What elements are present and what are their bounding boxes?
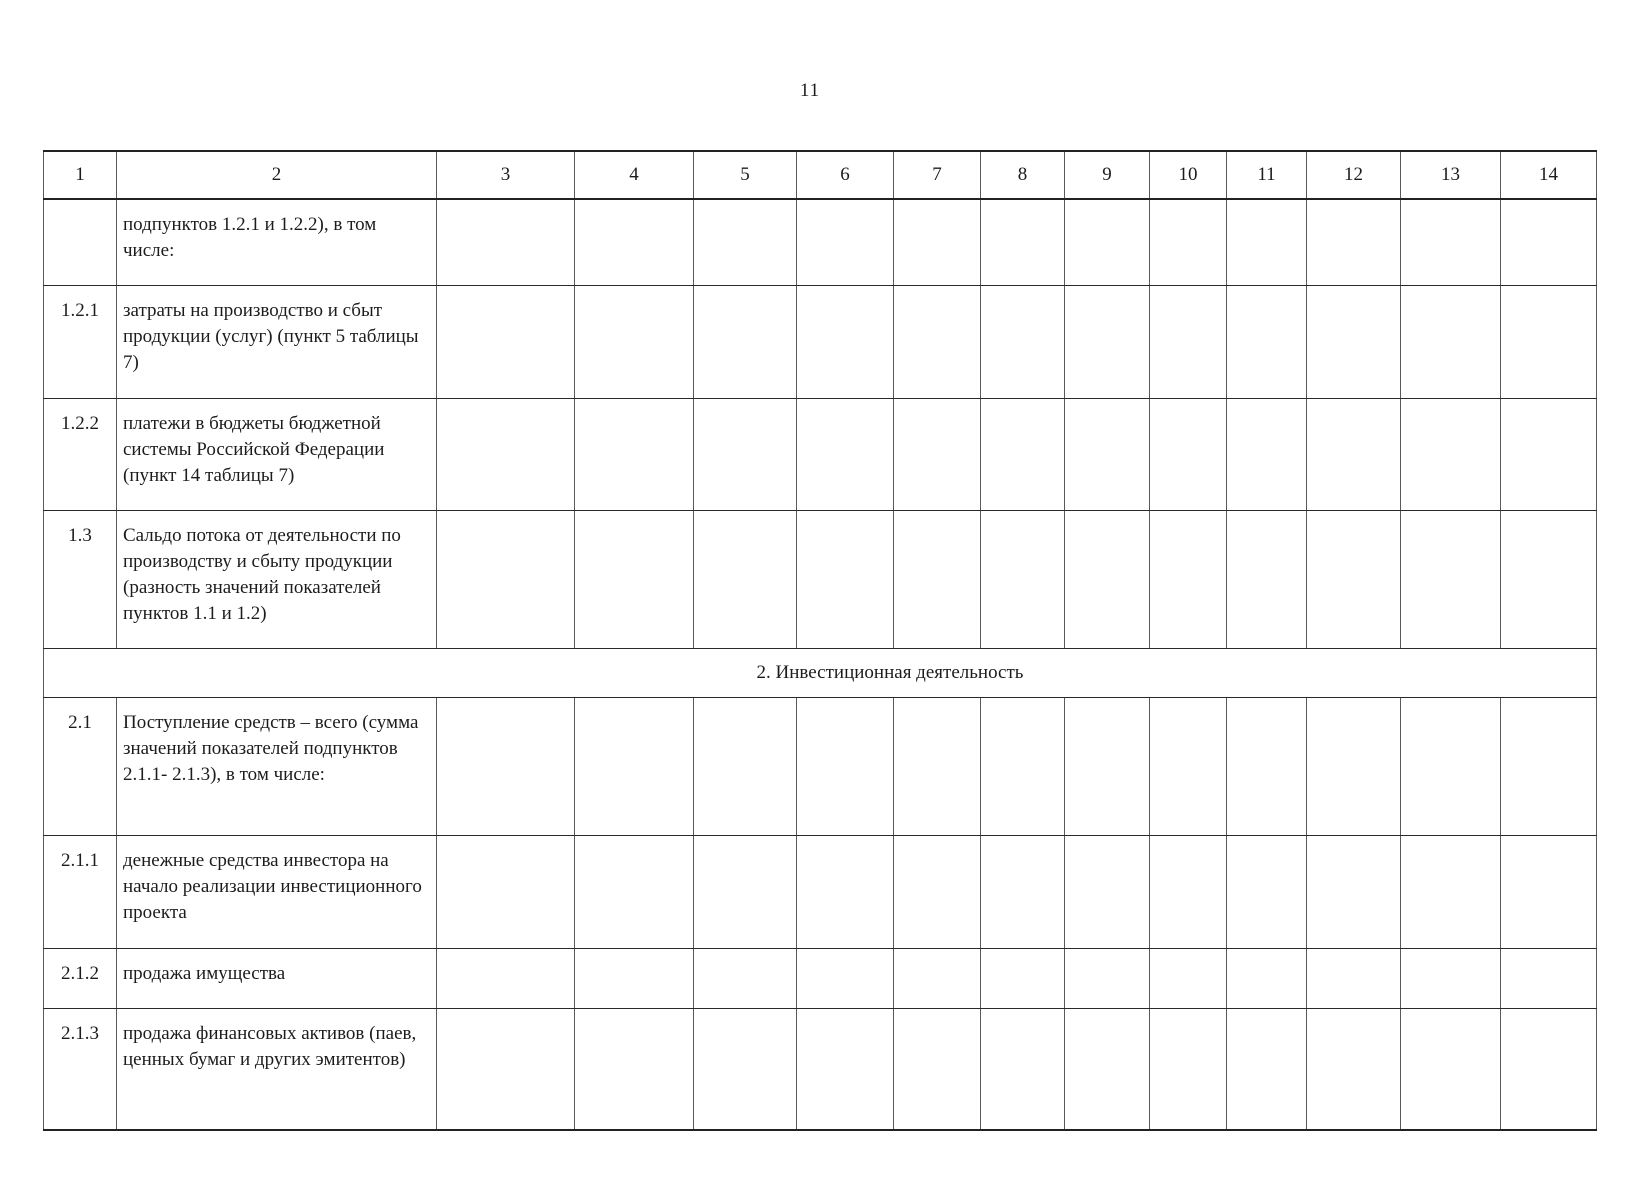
row-description: продажа финансовых активов (паев, ценных бумаг и других эмитентов): [117, 1009, 437, 1131]
data-cell: [894, 511, 981, 649]
data-cell: [894, 698, 981, 836]
row-description: Поступление средств – всего (сумма значений показателей подпунктов 2.1.1- 2.1.3), в том числе:: [117, 698, 437, 836]
data-cell: [437, 949, 575, 1009]
row-description: подпунктов 1.2.1 и 1.2.2), в том числе:: [117, 199, 437, 286]
data-cell: [1307, 836, 1401, 949]
data-cell: [1401, 199, 1501, 286]
table-row: [44, 698, 1597, 836]
row-number: 1.3: [44, 511, 117, 649]
data-cell: [1307, 1009, 1401, 1131]
data-cell: [894, 199, 981, 286]
table-row: [44, 836, 1597, 949]
data-cell: [575, 949, 694, 1009]
data-cell: [575, 1009, 694, 1131]
data-cell: [981, 399, 1065, 511]
data-cell: [797, 1009, 894, 1131]
data-cell: [694, 836, 797, 949]
row-number: 2.1.2: [44, 949, 117, 1009]
column-header: 13: [1401, 151, 1501, 199]
data-cell: [1150, 836, 1227, 949]
data-cell: [1501, 399, 1597, 511]
data-cell: [1065, 511, 1150, 649]
data-cell: [1150, 199, 1227, 286]
data-cell: [694, 511, 797, 649]
data-cell: [1401, 511, 1501, 649]
section-title: 2. Инвестиционная деятельность: [44, 649, 1597, 698]
data-cell: [1501, 698, 1597, 836]
data-cell: [575, 511, 694, 649]
data-cell: [1150, 511, 1227, 649]
table-header-row: [44, 151, 1597, 199]
data-cell: [1227, 511, 1307, 649]
data-cell: [575, 698, 694, 836]
data-cell: [797, 949, 894, 1009]
data-cell: [437, 836, 575, 949]
table-row: [44, 1009, 1597, 1131]
data-cell: [437, 511, 575, 649]
data-cell: [437, 286, 575, 399]
column-header: 4: [575, 151, 694, 199]
data-cell: [437, 199, 575, 286]
data-cell: [437, 698, 575, 836]
row-number: 2.1.3: [44, 1009, 117, 1131]
data-cell: [575, 286, 694, 399]
column-header: 3: [437, 151, 575, 199]
data-cell: [1227, 286, 1307, 399]
column-header: 6: [797, 151, 894, 199]
data-cell: [1307, 399, 1401, 511]
data-cell: [575, 836, 694, 949]
data-cell: [1065, 399, 1150, 511]
data-cell: [1150, 399, 1227, 511]
data-cell: [1065, 1009, 1150, 1131]
column-header: 7: [894, 151, 981, 199]
column-header: 11: [1227, 151, 1307, 199]
data-cell: [575, 199, 694, 286]
table-row: [44, 286, 1597, 399]
data-cell: [1150, 1009, 1227, 1131]
data-cell: [1065, 286, 1150, 399]
data-cell: [1501, 511, 1597, 649]
data-cell: [981, 836, 1065, 949]
row-number: 2.1: [44, 698, 117, 836]
row-number: 1.2.2: [44, 399, 117, 511]
data-cell: [1501, 199, 1597, 286]
column-header: 14: [1501, 151, 1597, 199]
data-cell: [981, 1009, 1065, 1131]
column-header: 9: [1065, 151, 1150, 199]
data-cell: [437, 1009, 575, 1131]
data-cell: [1150, 698, 1227, 836]
data-cell: [1501, 949, 1597, 1009]
data-cell: [981, 199, 1065, 286]
data-cell: [1065, 836, 1150, 949]
data-cell: [981, 698, 1065, 836]
data-cell: [894, 949, 981, 1009]
data-cell: [1150, 286, 1227, 399]
row-description: Сальдо потока от деятельности по производству и сбыту продукции (разность значений показателей пунктов 1.1 и 1.2): [117, 511, 437, 649]
data-cell: [797, 698, 894, 836]
data-cell: [1307, 511, 1401, 649]
section-header-row: [44, 649, 1597, 698]
data-cell: [1401, 836, 1501, 949]
data-cell: [1227, 949, 1307, 1009]
data-cell: [1227, 199, 1307, 286]
data-cell: [1401, 399, 1501, 511]
data-cell: [797, 399, 894, 511]
row-description: продажа имущества: [117, 949, 437, 1009]
data-cell: [981, 949, 1065, 1009]
data-cell: [894, 286, 981, 399]
row-number: 1.2.1: [44, 286, 117, 399]
data-cell: [1501, 836, 1597, 949]
data-cell: [1227, 836, 1307, 949]
column-header: 1: [44, 151, 117, 199]
data-cell: [1401, 286, 1501, 399]
column-header: 12: [1307, 151, 1401, 199]
data-cell: [797, 511, 894, 649]
page-number: 11: [799, 80, 821, 101]
data-cell: [1150, 949, 1227, 1009]
data-cell: [694, 949, 797, 1009]
row-description: денежные средства инвестора на начало реализации инвестиционного проекта: [117, 836, 437, 949]
data-cell: [694, 399, 797, 511]
data-cell: [1501, 286, 1597, 399]
data-cell: [1227, 698, 1307, 836]
table-row: [44, 199, 1597, 286]
table-row: [44, 949, 1597, 1009]
data-cell: [1401, 1009, 1501, 1131]
row-description: платежи в бюджеты бюджетной системы Российской Федерации (пункт 14 таблицы 7): [117, 399, 437, 511]
column-header: 5: [694, 151, 797, 199]
data-cell: [1307, 199, 1401, 286]
data-cell: [1227, 1009, 1307, 1131]
data-cell: [1501, 1009, 1597, 1131]
data-cell: [1401, 698, 1501, 836]
cash-flow-table: [43, 150, 1597, 1131]
table-row: [44, 399, 1597, 511]
data-cell: [1307, 949, 1401, 1009]
data-cell: [1307, 698, 1401, 836]
column-header: 2: [117, 151, 437, 199]
table-row: [44, 511, 1597, 649]
data-cell: [981, 286, 1065, 399]
column-header: 8: [981, 151, 1065, 199]
data-cell: [797, 199, 894, 286]
data-cell: [694, 286, 797, 399]
data-cell: [1307, 286, 1401, 399]
data-cell: [894, 1009, 981, 1131]
data-cell: [1065, 199, 1150, 286]
data-cell: [981, 511, 1065, 649]
data-cell: [694, 698, 797, 836]
data-cell: [1401, 949, 1501, 1009]
row-number: 2.1.1: [44, 836, 117, 949]
data-cell: [694, 199, 797, 286]
data-cell: [1065, 698, 1150, 836]
row-description: затраты на производство и сбыт продукции (услуг) (пункт 5 таблицы 7): [117, 286, 437, 399]
data-cell: [894, 836, 981, 949]
data-cell: [797, 836, 894, 949]
data-cell: [575, 399, 694, 511]
data-cell: [1227, 399, 1307, 511]
data-cell: [894, 399, 981, 511]
data-cell: [1065, 949, 1150, 1009]
data-cell: [694, 1009, 797, 1131]
data-cell: [797, 286, 894, 399]
column-header: 10: [1150, 151, 1227, 199]
data-cell: [437, 399, 575, 511]
row-number: [44, 199, 117, 286]
